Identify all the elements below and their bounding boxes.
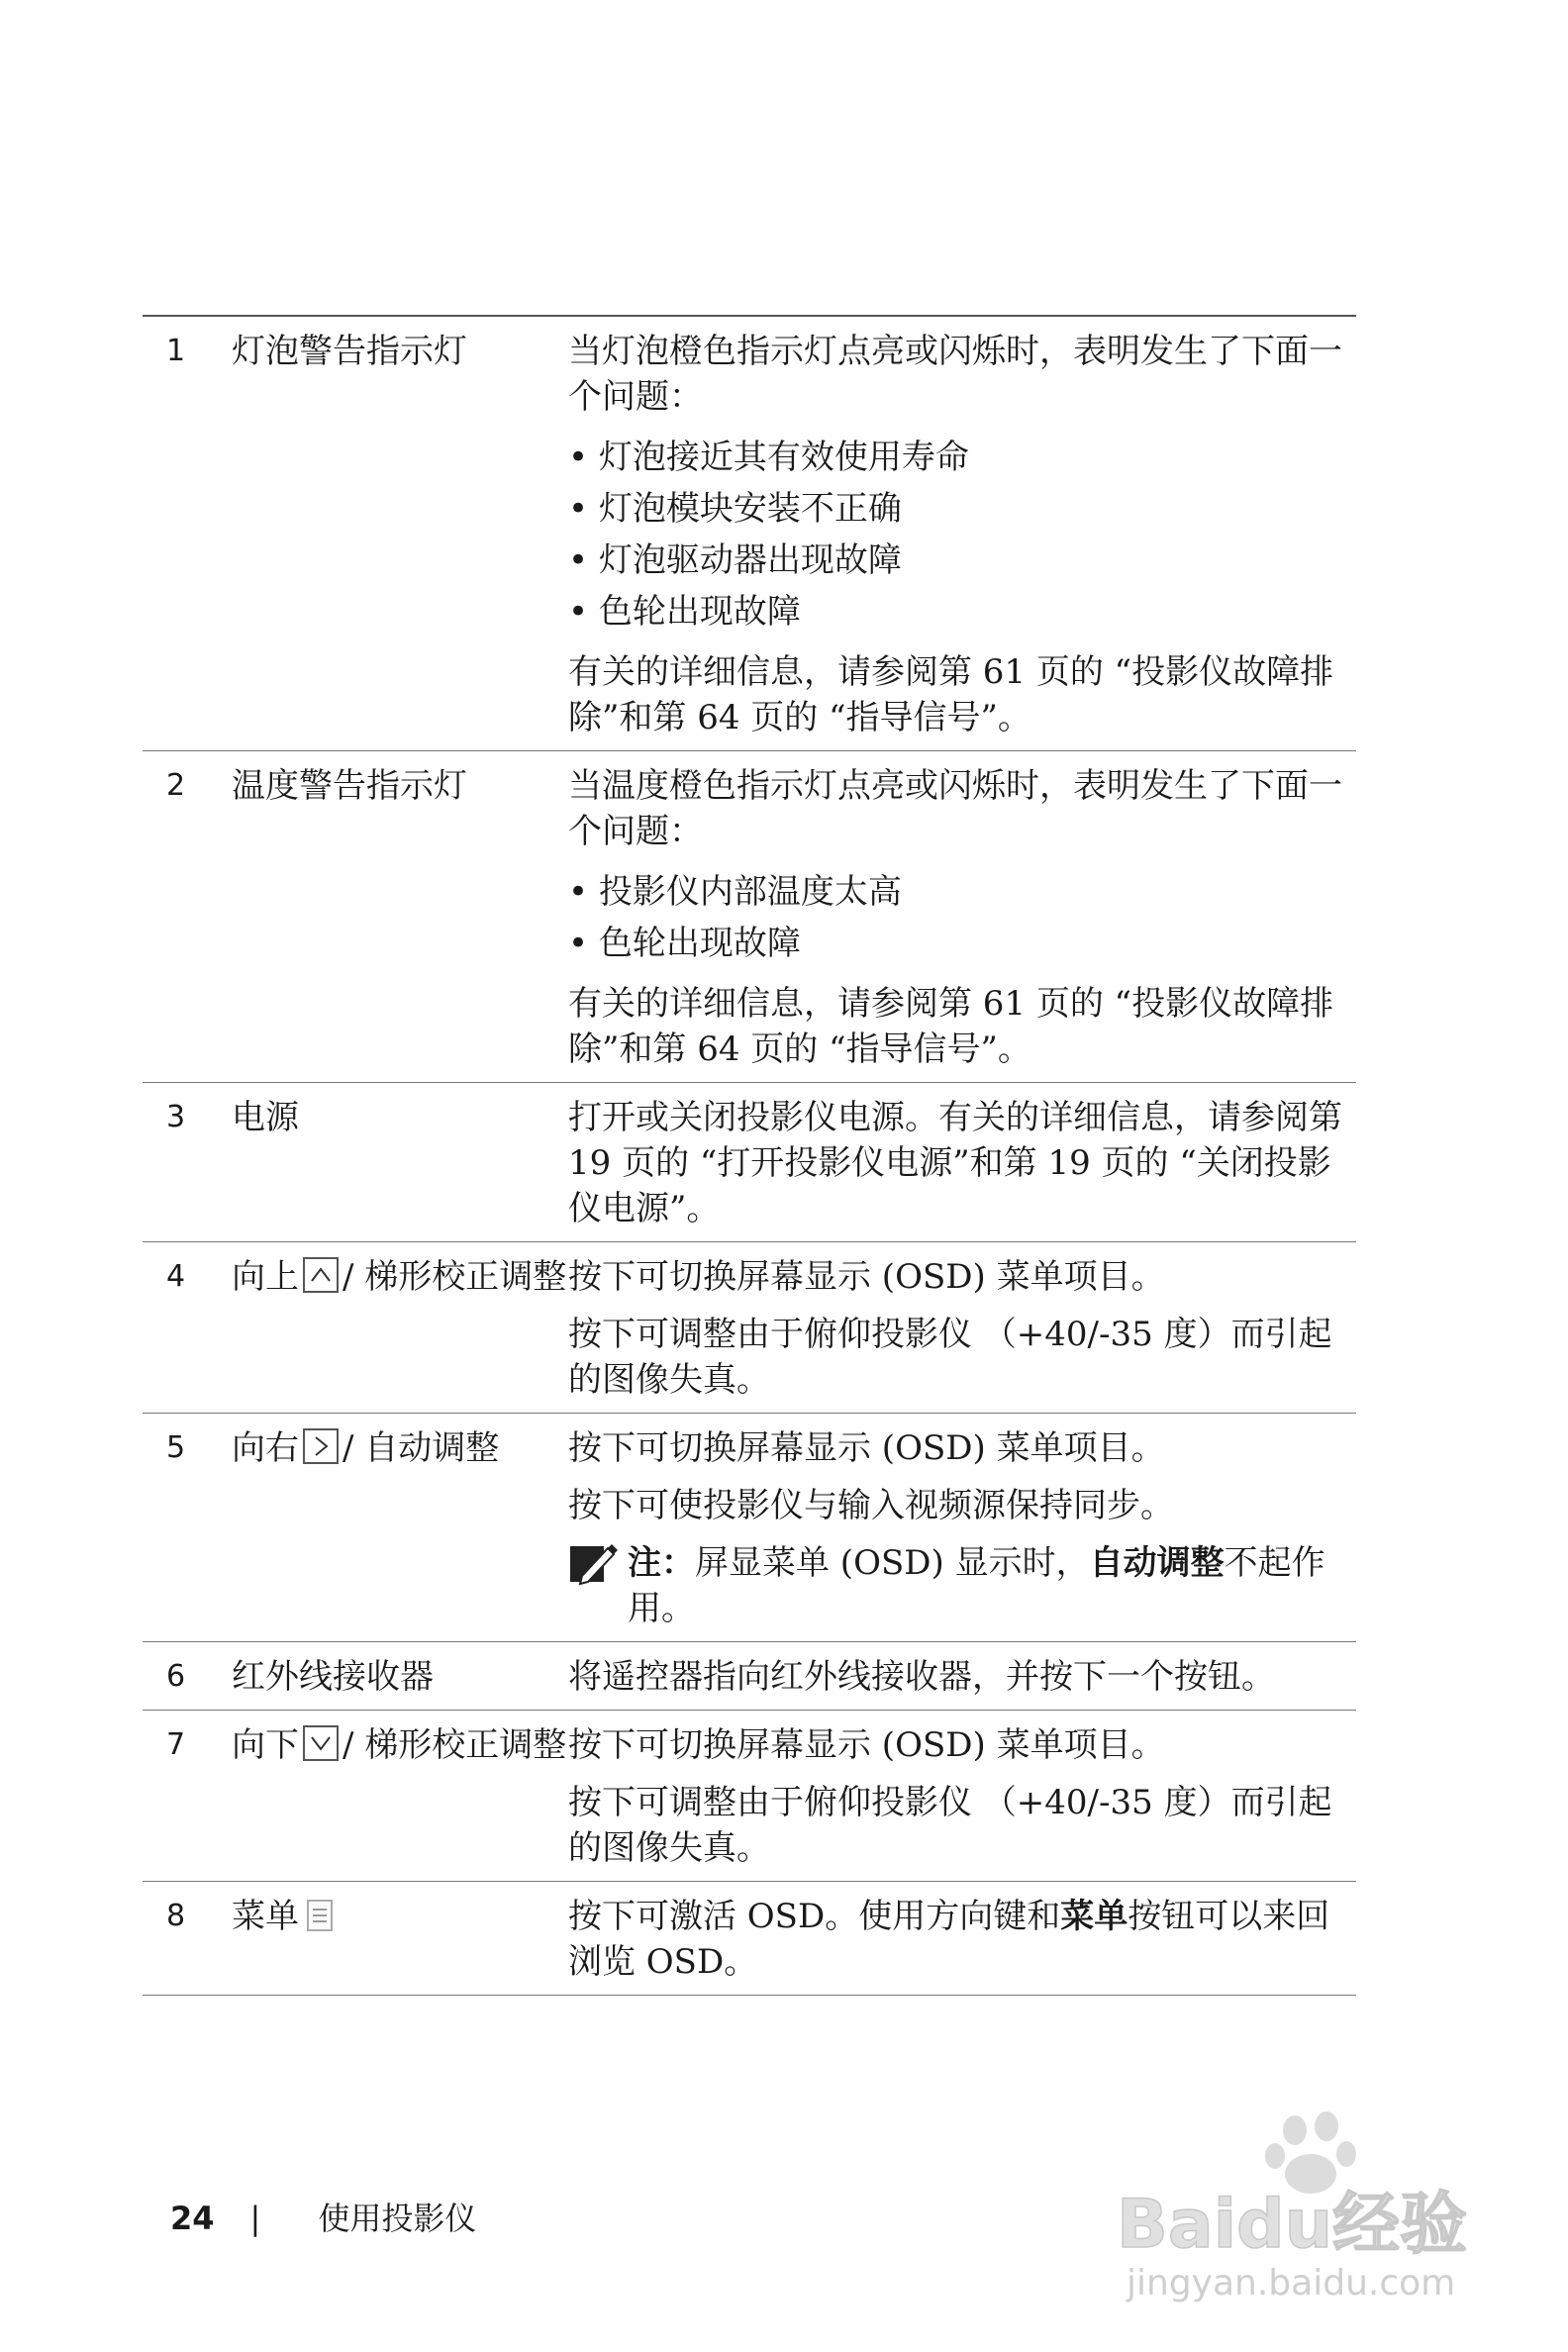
row-description (568, 1254, 1356, 1403)
row-name (232, 1254, 568, 1403)
table-row (143, 1242, 1356, 1414)
right-arrow-button-icon (303, 1428, 339, 1464)
row-name: 温度警告指示灯 (232, 766, 467, 806)
note-pencil-icon (568, 1542, 618, 1588)
row-name-suffix: / 自动调整 (343, 1428, 500, 1468)
bullet-list (568, 432, 1346, 637)
row-description (568, 329, 1356, 740)
description-line: 按下可调整由于俯仰投影仪 （+40/-35 度）而引起的图像失真。 (568, 1783, 1332, 1868)
up-arrow-button-icon (303, 1257, 339, 1293)
row-number: 1 (166, 334, 186, 368)
row-number: 8 (166, 1899, 186, 1933)
description-line: 按下可调整由于俯仰投影仪 （+40/-35 度）而引起的图像失真。 (568, 1315, 1332, 1400)
list-item: • 灯泡模块安装不正确 (568, 483, 1346, 535)
list-item: • 灯泡驱动器出现故障 (568, 535, 1346, 586)
note-box (568, 1540, 1346, 1631)
description-text (568, 1894, 1346, 1985)
row-number: 2 (166, 768, 186, 803)
description-reference: 有关的详细信息，请参阅第 61 页的 “投影仪故障排除”和第 64 页的 “指导信号”。 (568, 984, 1334, 1069)
description-intro: 当温度橙色指示灯点亮或闪烁时，表明发生了下面一个问题： (568, 766, 1342, 851)
list-item: • 灯泡接近其有效使用寿命 (568, 432, 1346, 483)
description-line: 按下可切换屏幕显示 (OSD) 菜单项目。 (568, 1257, 1165, 1297)
description-intro: 当灯泡橙色指示灯点亮或闪烁时，表明发生了下面一个问题： (568, 332, 1342, 417)
note-text-pre: 屏显菜单 (OSD) 显示时， (695, 1543, 1090, 1583)
description-bold: 菜单 (1060, 1897, 1128, 1936)
row-number: 7 (166, 1727, 186, 1762)
row-name (232, 1894, 568, 1985)
row-number: 3 (166, 1100, 186, 1134)
watermark-brand: Baidu经验 (1117, 2186, 1468, 2264)
button-description-table (143, 315, 1356, 1996)
row-number: 5 (166, 1430, 186, 1465)
table-row (143, 1083, 1356, 1242)
list-item: • 投影仪内部温度太高 (568, 866, 1346, 918)
row-description (568, 763, 1356, 1072)
watermark-url: jingyan.baidu.com (1127, 2263, 1456, 2303)
baidu-watermark (1097, 2108, 1513, 2306)
table-row (143, 1414, 1356, 1642)
row-description (568, 1425, 1356, 1631)
description-text: 将遥控器指向红外线接收器，并按下一个按钮。 (568, 1657, 1275, 1697)
footer-separator: | (249, 2200, 261, 2237)
table-row (143, 1882, 1356, 1996)
row-name-prefix: 向下 (232, 1725, 299, 1765)
row-name (232, 1425, 568, 1631)
down-arrow-button-icon (303, 1725, 339, 1761)
row-description (568, 1095, 1356, 1231)
row-name: 电源 (232, 1098, 299, 1137)
bullet-list (568, 866, 1346, 969)
table-row (143, 751, 1356, 1083)
row-name-prefix: 向上 (232, 1257, 299, 1297)
description-line: 按下可使投影仪与输入视频源保持同步。 (568, 1486, 1174, 1525)
description-pre: 按下可激活 OSD。使用方向键和 (568, 1897, 1061, 1936)
row-number: 4 (166, 1259, 186, 1294)
row-name-label: 菜单 (232, 1897, 299, 1936)
table-row (143, 317, 1356, 751)
row-name: 灯泡警告指示灯 (232, 332, 467, 371)
note-text-post: 不起作用。 (628, 1543, 1325, 1628)
list-item: • 色轮出现故障 (568, 918, 1346, 969)
row-description (568, 1722, 1356, 1871)
description-reference: 有关的详细信息，请参阅第 61 页的 “投影仪故障排除”和第 64 页的 “指导信号”。 (568, 652, 1334, 737)
description-line: 按下可切换屏幕显示 (OSD) 菜单项目。 (568, 1725, 1165, 1765)
table-row (143, 1711, 1356, 1882)
list-item: • 色轮出现故障 (568, 586, 1346, 637)
row-number: 6 (166, 1659, 186, 1694)
row-description (568, 1894, 1356, 1985)
table-row (143, 1642, 1356, 1711)
row-name (232, 1722, 568, 1871)
description-line: 按下可切换屏幕显示 (OSD) 菜单项目。 (568, 1428, 1165, 1468)
row-name: 红外线接收器 (232, 1657, 434, 1697)
description-text: 打开或关闭投影仪电源。有关的详细信息，请参阅第 19 页的 “打开投影仪电源”和第 19 页的 “关闭投影仪电源”。 (568, 1098, 1342, 1228)
row-name-prefix: 向右 (232, 1428, 299, 1468)
page-footer (170, 2194, 476, 2239)
row-description (568, 1654, 1356, 1700)
description-post: 按钮可以来回浏览 OSD。 (568, 1897, 1330, 1982)
note-text (628, 1540, 1346, 1631)
row-name-suffix: / 梯形校正调整 (343, 1257, 567, 1297)
menu-button-icon (307, 1900, 333, 1931)
note-label: 注： (628, 1543, 695, 1583)
section-title: 使用投影仪 (318, 2200, 477, 2237)
page-number: 24 (170, 2200, 215, 2237)
note-text-bold: 自动调整 (1089, 1543, 1225, 1583)
row-name-suffix: / 梯形校正调整 (343, 1725, 567, 1765)
